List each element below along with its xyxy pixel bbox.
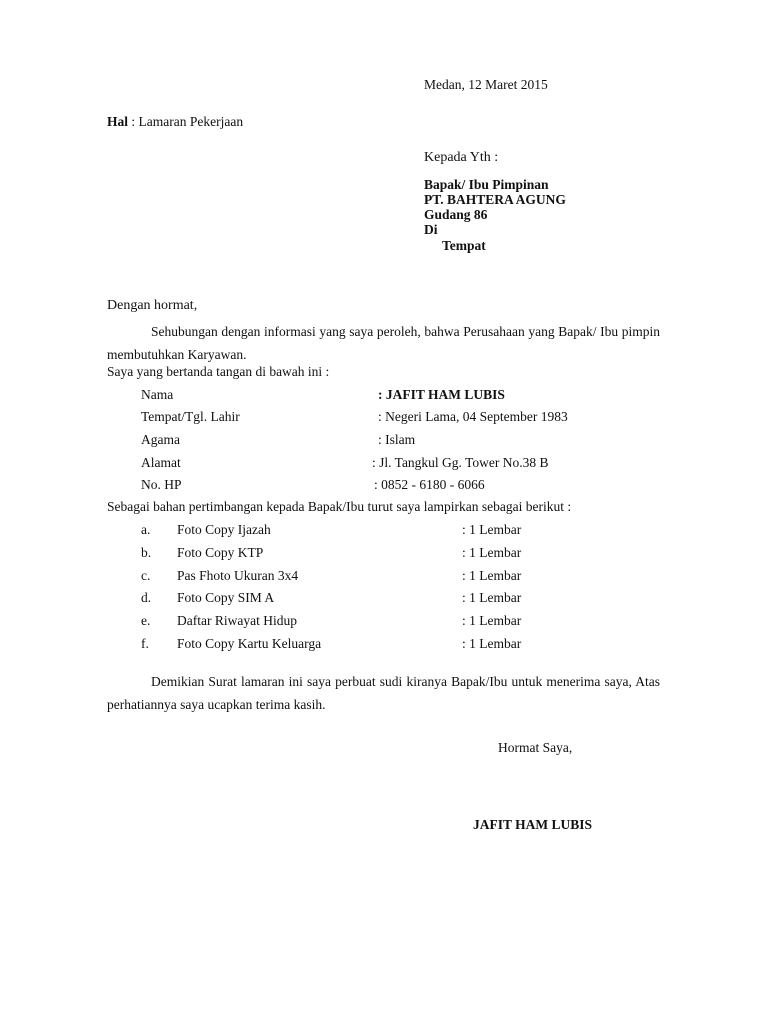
closing-regards: Hormat Saya, xyxy=(498,740,573,755)
greeting: Dengan hormat, xyxy=(107,298,198,313)
attachment-item: Foto Copy SIM A xyxy=(177,590,275,605)
field-value-hp: : 0852 - 6180 - 6066 xyxy=(374,477,485,492)
recipient-location: Gudang 86 xyxy=(424,207,488,222)
attachment-letter: b. xyxy=(141,545,152,560)
undersigned-statement: Saya yang bertanda tangan di bawah ini : xyxy=(107,364,330,379)
field-label-nama: Nama xyxy=(141,387,174,402)
closing-paragraph: Demikian Surat lamaran ini saya perbuat sudi kiranya Bapak/Ibu untuk menerima saya, Atas perhatiannya saya ucapkan terima kasih. xyxy=(107,674,660,712)
attachments-intro: Sebagai bahan pertimbangan kepada Bapak/Ibu turut saya lampirkan sebagai berikut : xyxy=(107,499,572,514)
attachment-qty: : 1 Lembar xyxy=(462,613,522,628)
attachment-item: Pas Fhoto Ukuran 3x4 xyxy=(177,568,299,583)
attachment-letter: d. xyxy=(141,590,152,605)
recipient-place: Tempat xyxy=(442,238,486,253)
recipient-title: Bapak/ Ibu Pimpinan xyxy=(424,177,549,192)
field-value-ttl: : Negeri Lama, 04 September 1983 xyxy=(378,409,568,424)
field-label-alamat: Alamat xyxy=(141,455,181,470)
attachment-item: Foto Copy Kartu Keluarga xyxy=(177,636,322,651)
attachment-qty: : 1 Lembar xyxy=(462,568,522,583)
attachment-qty: : 1 Lembar xyxy=(462,522,522,537)
field-value-nama: : JAFIT HAM LUBIS xyxy=(378,387,505,402)
recipient-di: Di xyxy=(424,222,438,237)
attachment-letter: a. xyxy=(141,522,151,537)
attachment-letter: f. xyxy=(141,636,149,651)
field-label-hp: No. HP xyxy=(141,477,182,492)
attachment-letter: e. xyxy=(141,613,151,628)
recipient-heading: Kepada Yth : xyxy=(424,150,499,165)
subject-line xyxy=(107,114,243,130)
recipient-company: PT. BAHTERA AGUNG xyxy=(424,192,566,207)
signature-name: JAFIT HAM LUBIS xyxy=(473,817,593,832)
attachment-qty: : 1 Lembar xyxy=(462,590,522,605)
subject-label: Hal xyxy=(107,114,129,129)
attachment-item: Daftar Riwayat Hidup xyxy=(177,613,297,628)
letter-date: Medan, 12 Maret 2015 xyxy=(424,77,548,92)
attachment-letter: c. xyxy=(141,568,151,583)
attachment-item: Foto Copy KTP xyxy=(177,545,264,560)
intro-paragraph: Sehubungan dengan informasi yang saya peroleh, bahwa Perusahaan yang Bapak/ Ibu pimpin membutuhkan Karyawan. xyxy=(107,324,660,362)
field-label-agama: Agama xyxy=(141,432,180,447)
field-label-ttl: Tempat/Tgl. Lahir xyxy=(141,409,240,424)
attachment-qty: : 1 Lembar xyxy=(462,545,522,560)
attachment-item: Foto Copy Ijazah xyxy=(177,522,271,537)
subject-text: : Lamaran Pekerjaan xyxy=(128,114,244,129)
attachment-qty: : 1 Lembar xyxy=(462,636,522,651)
field-value-agama: : Islam xyxy=(378,432,416,447)
field-value-alamat: : Jl. Tangkul Gg. Tower No.38 B xyxy=(372,455,549,470)
